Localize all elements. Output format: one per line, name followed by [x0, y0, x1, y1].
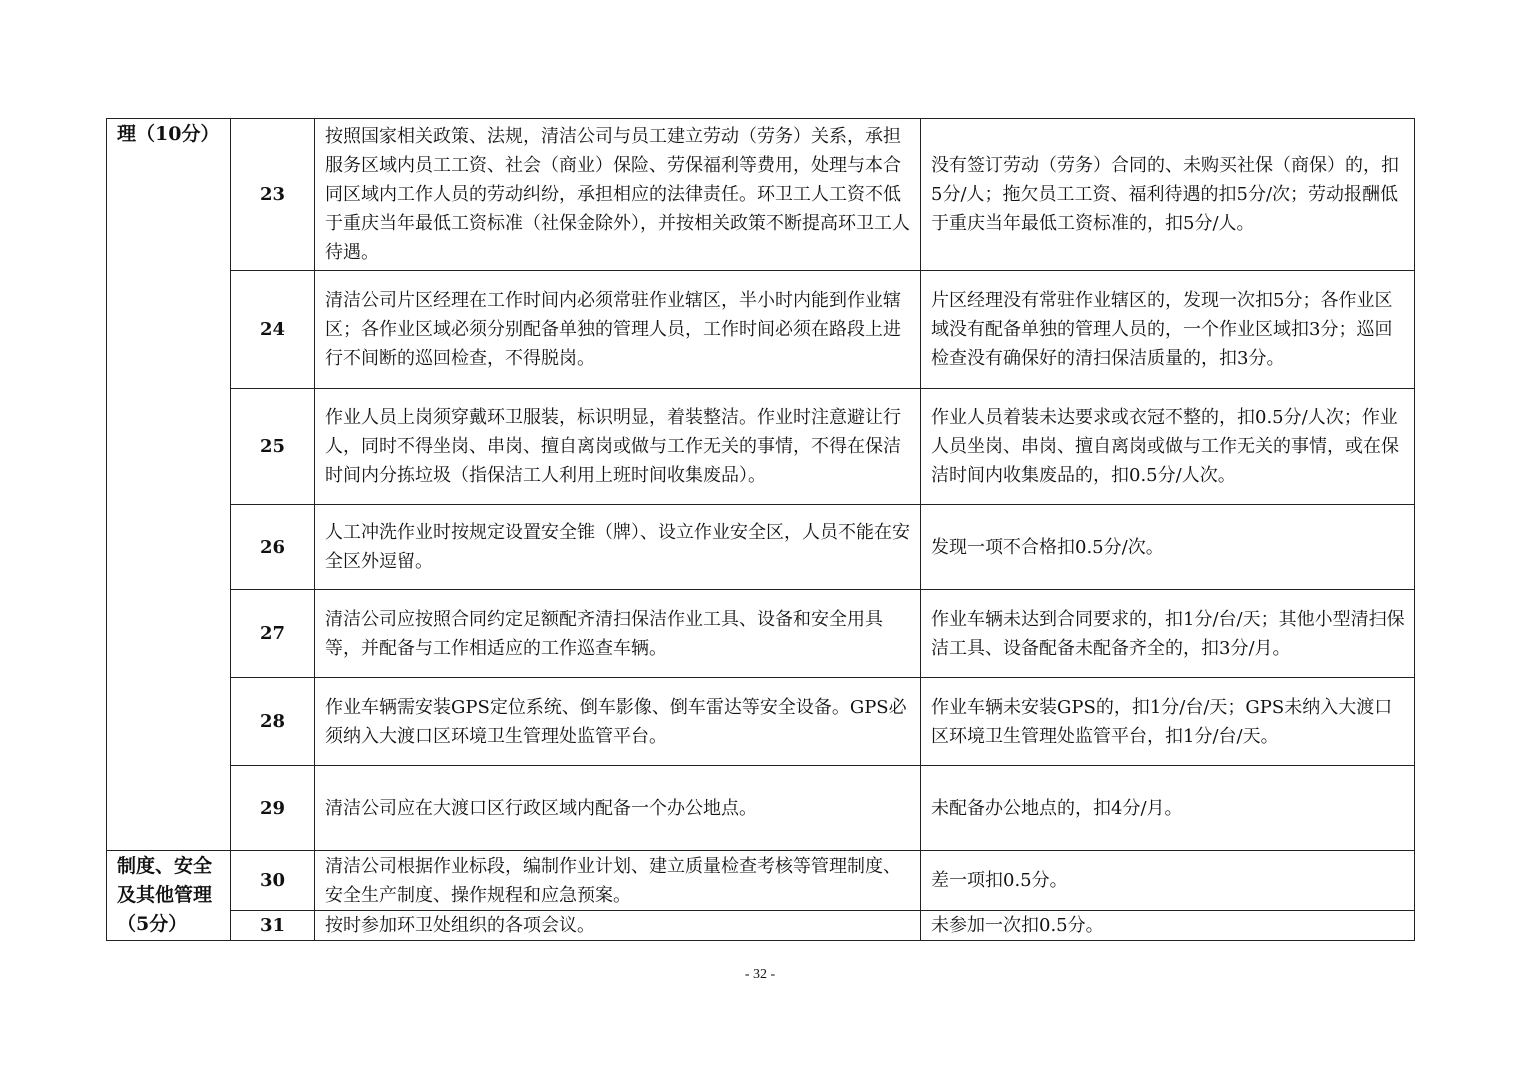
row-number: 24 — [231, 271, 315, 389]
deduction-text: 未配备办公地点的，扣4分/月。 — [921, 766, 1415, 851]
assessment-table — [106, 118, 1415, 941]
requirement-text: 人工冲洗作业时按规定设置安全锥（牌）、设立作业安全区，人员不能在安全区外逗留。 — [315, 505, 921, 590]
deduction-text: 发现一项不合格扣0.5分/次。 — [921, 505, 1415, 590]
row-number: 30 — [231, 851, 315, 911]
table-row — [107, 678, 1415, 766]
table-row — [107, 389, 1415, 505]
deduction-text: 作业车辆未达到合同要求的，扣1分/台/天；其他小型清扫保洁工具、设备配备未配备齐全的，扣3分/月。 — [921, 590, 1415, 678]
row-number: 28 — [231, 678, 315, 766]
category-cell: 制度、安全及其他管理（5分） — [107, 851, 231, 941]
requirement-text: 按时参加环卫处组织的各项会议。 — [315, 911, 921, 941]
requirement-text: 作业人员上岗须穿戴环卫服装，标识明显，着装整洁。作业时注意避让行人，同时不得坐岗、串岗、擅自离岗或做与工作无关的事情，不得在保洁时间内分拣垃圾（指保洁工人利用上班时间收集废品）。 — [315, 389, 921, 505]
requirement-text: 清洁公司应按照合同约定足额配齐清扫保洁作业工具、设备和安全用具等，并配备与工作相适应的工作巡查车辆。 — [315, 590, 921, 678]
table-row — [107, 911, 1415, 941]
requirement-text: 按照国家相关政策、法规，清洁公司与员工建立劳动（劳务）关系，承担服务区域内员工工资、社会（商业）保险、劳保福利等费用，处理与本合同区域内工作人员的劳动纠纷，承担相应的法律责任。环卫工人工资不低于重庆当年最低工资标准（社保金除外），并按相关政策不断提高环卫工人待遇。 — [315, 119, 921, 271]
requirement-text: 清洁公司应在大渡口区行政区域内配备一个办公地点。 — [315, 766, 921, 851]
deduction-text: 片区经理没有常驻作业辖区的，发现一次扣5分；各作业区域没有配备单独的管理人员的，一个作业区域扣3分；巡回检查没有确保好的清扫保洁质量的，扣3分。 — [921, 271, 1415, 389]
table-row — [107, 766, 1415, 851]
table-row — [107, 505, 1415, 590]
row-number: 23 — [231, 119, 315, 271]
requirement-text: 清洁公司片区经理在工作时间内必须常驻作业辖区，半小时内能到作业辖区；各作业区域必须分别配备单独的管理人员，工作时间必须在路段上进行不间断的巡回检查，不得脱岗。 — [315, 271, 921, 389]
requirement-text: 清洁公司根据作业标段，编制作业计划、建立质量检查考核等管理制度、安全生产制度、操作规程和应急预案。 — [315, 851, 921, 911]
deduction-text: 没有签订劳动（劳务）合同的、未购买社保（商保）的，扣5分/人；拖欠员工工资、福利待遇的扣5分/次；劳动报酬低于重庆当年最低工资标准的，扣5分/人。 — [921, 119, 1415, 271]
deduction-text: 作业人员着装未达要求或衣冠不整的，扣0.5分/人次；作业人员坐岗、串岗、擅自离岗或做与工作无关的事情，或在保洁时间内收集废品的，扣0.5分/人次。 — [921, 389, 1415, 505]
row-number: 26 — [231, 505, 315, 590]
row-number: 27 — [231, 590, 315, 678]
table-row — [107, 119, 1415, 271]
category-cell: 理（10分） — [107, 119, 231, 851]
table-row — [107, 851, 1415, 911]
table-row — [107, 271, 1415, 389]
table-row — [107, 590, 1415, 678]
deduction-text: 差一项扣0.5分。 — [921, 851, 1415, 911]
row-number: 25 — [231, 389, 315, 505]
row-number: 29 — [231, 766, 315, 851]
deduction-text: 未参加一次扣0.5分。 — [921, 911, 1415, 941]
row-number: 31 — [231, 911, 315, 941]
deduction-text: 作业车辆未安装GPS的，扣1分/台/天；GPS未纳入大渡口区环境卫生管理处监管平台，扣1分/台/天。 — [921, 678, 1415, 766]
page-number: - 32 - — [744, 967, 776, 982]
requirement-text: 作业车辆需安装GPS定位系统、倒车影像、倒车雷达等安全设备。GPS必须纳入大渡口区环境卫生管理处监管平台。 — [315, 678, 921, 766]
